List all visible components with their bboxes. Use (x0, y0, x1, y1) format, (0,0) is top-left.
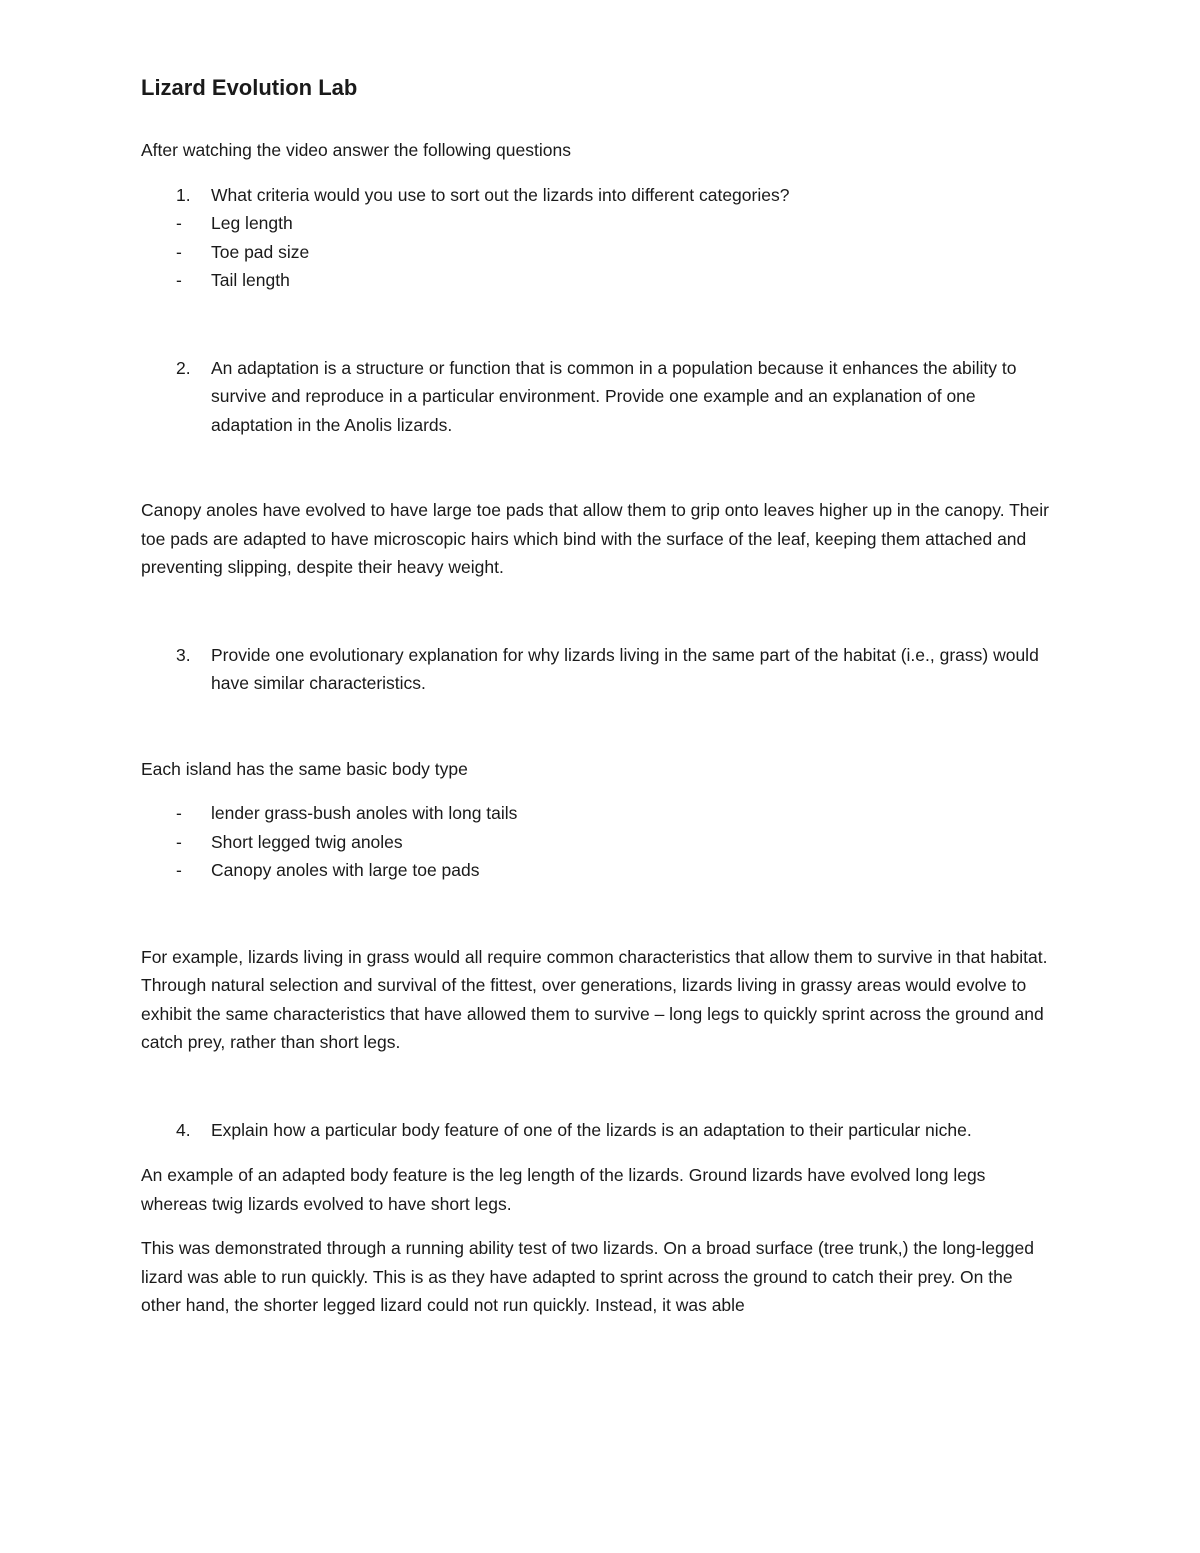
question-number: 1. (176, 184, 191, 205)
answer-item: lender grass-bush anoles with long tails (211, 803, 518, 823)
question-number: 3. (176, 644, 191, 665)
question-4 (141, 1116, 1056, 1145)
question-text: What criteria would you use to sort out the lizards into different categories? (211, 184, 790, 205)
answer-item: Tail length (211, 270, 290, 290)
document-title: Lizard Evolution Lab (141, 75, 358, 100)
question-number: 2. (176, 357, 191, 378)
list-item (141, 856, 1056, 885)
answer-paragraph: Canopy anoles have evolved to have large toe pads that allow them to grip onto leaves higher up in the canopy. Their toe pads are adapted to have microscopic hairs which bind with the surface of the leaf, keeping them attached and preventing slipping, despite their heavy weight. (141, 500, 1049, 577)
answer-item: Short legged twig anoles (211, 831, 403, 852)
dash-bullet: - (176, 803, 182, 823)
document-page (141, 70, 1056, 1320)
list-item (141, 209, 1056, 238)
question-text: Explain how a particular body feature of one of the lizards is an adaptation to their particular niche. (211, 1119, 972, 1140)
dash-bullet: - (176, 241, 182, 262)
list-item (141, 828, 1056, 857)
dash-bullet: - (176, 213, 182, 233)
dash-bullet: - (176, 860, 182, 880)
dash-bullet: - (176, 831, 182, 852)
answer-paragraph: For example, lizards living in grass would all require common characteristics that allow them to survive in that habitat. Through natural selection and survival of the fittest, over generations, lizards living in grassy areas would evolve to exhibit the same characteristics that have allowed them to survive – long legs to quickly sprint across the ground and catch prey, rather than short legs. (141, 946, 1048, 1052)
question-3 (141, 641, 1056, 698)
answer-intro: Each island has the same basic body type (141, 758, 468, 779)
question-2 (141, 354, 1056, 440)
list-item (141, 799, 1056, 828)
answer-item: Toe pad size (211, 241, 310, 262)
answer-paragraph: An example of an adapted body feature is the leg length of the lizards. Ground lizards have evolved long legs whereas twig lizards evolved to have short legs. (141, 1165, 986, 1214)
answer-paragraph: This was demonstrated through a running ability test of two lizards. On a broad surface (tree trunk,) the long-legged lizard was able to run quickly. This is as they have adapted to sprint across the ground to catch their prey. On the other hand, the shorter legged lizard could not run quickly. Instead, it was able (141, 1238, 1034, 1315)
answer-item: Leg length (211, 213, 293, 233)
question-1 (141, 181, 1056, 210)
dash-bullet: - (176, 270, 182, 290)
list-item (141, 238, 1056, 267)
question-text: Provide one evolutionary explanation for why lizards living in the same part of the habitat (i.e., grass) would have similar characteristics. (211, 644, 1039, 693)
list-item (141, 266, 1056, 295)
question-text: An adaptation is a structure or function that is common in a population because it enhances the ability to survive and reproduce in a particular environment. Provide one example and an explanation of one adaptation in the Anolis lizards. (211, 357, 1017, 435)
answer-item: Canopy anoles with large toe pads (211, 860, 480, 880)
intro-text: After watching the video answer the following questions (141, 140, 571, 160)
question-number: 4. (176, 1119, 191, 1140)
